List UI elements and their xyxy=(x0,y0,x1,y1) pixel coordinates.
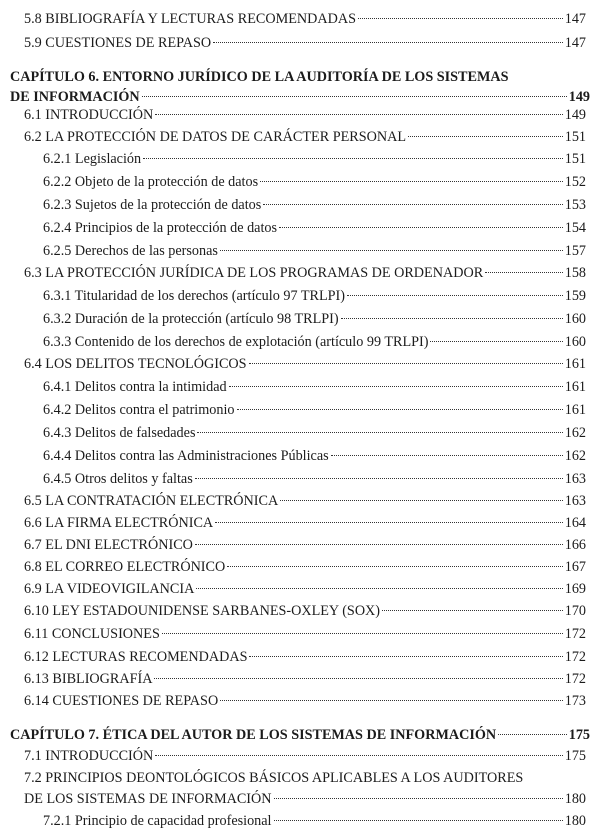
toc-page-number: 166 xyxy=(564,537,586,553)
toc-entry-title: 6.12 LECTURAS RECOMENDADAS xyxy=(24,649,248,665)
toc-entry-6-9[interactable] xyxy=(24,580,586,598)
toc-entry-cap6[interactable] xyxy=(10,88,590,106)
dot-leader xyxy=(249,363,563,364)
dot-leader xyxy=(154,678,562,679)
toc-entry-title: 6.11 CONCLUSIONES xyxy=(24,626,160,642)
toc-page-number: 167 xyxy=(564,559,586,575)
toc-entry-title: 6.3 LA PROTECCIÓN JURÍDICA DE LOS PROGRAMAS DE ORDENADOR xyxy=(24,265,484,281)
toc-page-number: 163 xyxy=(564,493,586,509)
toc-page-number: 175 xyxy=(564,748,586,764)
toc-page-number: 172 xyxy=(564,649,586,665)
toc-entry-title: 6.9 LA VIDEOVIGILANCIA xyxy=(24,581,195,597)
toc-entry-6-2-4[interactable] xyxy=(43,219,586,237)
toc-page-number: 159 xyxy=(564,288,586,304)
toc-entry-title: CAPÍTULO 7. ÉTICA DEL AUTOR DE LOS SISTEMAS DE INFORMACIÓN xyxy=(10,727,497,743)
toc-entry-title: 5.9 CUESTIONES DE REPASO xyxy=(24,35,212,51)
toc-page-number: 161 xyxy=(564,402,586,418)
toc-entry-5-9[interactable] xyxy=(24,34,586,52)
dot-leader xyxy=(155,114,562,115)
dot-leader xyxy=(382,610,563,611)
toc-entry-title: 6.4.3 Delitos de falsedades xyxy=(43,425,196,441)
toc-page-number: 160 xyxy=(564,334,586,350)
toc-entry-6-3[interactable] xyxy=(24,264,586,282)
toc-entry-title: 7.2.1 Principio de capacidad profesional xyxy=(43,813,272,829)
toc-entry-7-2-1[interactable] xyxy=(43,812,586,830)
toc-entry-title: 6.4 LOS DELITOS TECNOLÓGICOS xyxy=(24,356,247,372)
toc-page-number: 152 xyxy=(564,174,586,190)
toc-entry-title: 6.13 BIBLIOGRAFÍA xyxy=(24,671,153,687)
toc-page-number: 158 xyxy=(564,265,586,281)
toc-page-number: 169 xyxy=(564,581,586,597)
toc-page-number: 172 xyxy=(564,671,586,687)
dot-leader xyxy=(213,42,563,43)
toc-entry-6-2-1[interactable] xyxy=(43,150,586,168)
toc-entry-title: DE LOS SISTEMAS DE INFORMACIÓN xyxy=(24,791,272,807)
toc-entry-title: 6.4.5 Otros delitos y faltas xyxy=(43,471,193,487)
toc-entry-6-4-2[interactable] xyxy=(43,401,586,419)
dot-leader xyxy=(280,500,562,501)
toc-entry-cap6-title-line1: CAPÍTULO 6. ENTORNO JURÍDICO DE LA AUDITORÍA DE LOS SISTEMAS xyxy=(10,69,509,85)
toc-entry-7-2[interactable] xyxy=(24,790,586,808)
toc-entry-6-10[interactable] xyxy=(24,602,586,620)
dot-leader xyxy=(279,227,563,228)
dot-leader xyxy=(249,656,562,657)
toc-entry-cap7[interactable] xyxy=(10,726,590,744)
toc-page-number: 147 xyxy=(564,11,586,27)
dot-leader xyxy=(260,181,563,182)
toc-entry-title: 6.2.3 Sujetos de la protección de datos xyxy=(43,197,262,213)
toc-entry-6-2-2[interactable] xyxy=(43,173,586,191)
toc-entry-title: 6.2.5 Derechos de las personas xyxy=(43,243,218,259)
toc-entry-title: 6.2.4 Principios de la protección de datos xyxy=(43,220,278,236)
dot-leader xyxy=(274,820,563,821)
toc-page-number: 170 xyxy=(564,603,586,619)
toc-page-number: 162 xyxy=(564,448,586,464)
toc-entry-title: 6.5 LA CONTRATACIÓN ELECTRÓNICA xyxy=(24,493,279,509)
toc-page-number: 151 xyxy=(564,129,586,145)
toc-entry-title: 6.2.1 Legislación xyxy=(43,151,142,167)
toc-entry-title: 6.3.1 Titularidad de los derechos (artículo 97 TRLPI) xyxy=(43,288,345,304)
toc-entry-title: 7.1 INTRODUCCIÓN xyxy=(24,748,154,764)
toc-entry-6-2-3[interactable] xyxy=(43,196,586,214)
dot-leader xyxy=(229,386,563,387)
toc-entry-6-3-3[interactable] xyxy=(43,333,586,351)
toc-entry-title: 6.2.2 Objeto de la protección de datos xyxy=(43,174,259,190)
toc-page-number: 149 xyxy=(564,107,586,123)
toc-page-number: 161 xyxy=(564,356,586,372)
toc-entry-title: 6.14 CUESTIONES DE REPASO xyxy=(24,693,219,709)
toc-entry-6-4-1[interactable] xyxy=(43,378,586,396)
dot-leader xyxy=(341,318,563,319)
toc-entry-title: 6.7 EL DNI ELECTRÓNICO xyxy=(24,537,193,553)
toc-entry-6-8[interactable] xyxy=(24,558,586,576)
dot-leader xyxy=(331,455,563,456)
toc-page-number: 161 xyxy=(564,379,586,395)
toc-entry-title: 6.3.3 Contenido de los derechos de explotación (artículo 99 TRLPI) xyxy=(43,334,429,350)
dot-leader xyxy=(195,478,563,479)
toc-entry-title: 5.8 BIBLIOGRAFÍA Y LECTURAS RECOMENDADAS xyxy=(24,11,356,27)
toc-page-number: 162 xyxy=(564,425,586,441)
toc-entry-6-4-4[interactable] xyxy=(43,447,586,465)
toc-entry-6-12[interactable] xyxy=(24,648,586,666)
toc-entry-6-4-5[interactable] xyxy=(43,470,586,488)
toc-page-number: 149 xyxy=(568,89,590,105)
dot-leader xyxy=(195,544,563,545)
toc-entry-6-5[interactable] xyxy=(24,492,586,510)
dot-leader xyxy=(358,18,563,19)
dot-leader xyxy=(347,295,563,296)
toc-page-number: 160 xyxy=(564,311,586,327)
toc-entry-title: 6.10 LEY ESTADOUNIDENSE SARBANES-OXLEY (SOX) xyxy=(24,603,381,619)
dot-leader xyxy=(485,272,563,273)
toc-entry-6-11[interactable] xyxy=(24,625,586,643)
toc-page-number: 163 xyxy=(564,471,586,487)
toc-page-number: 157 xyxy=(564,243,586,259)
dot-leader xyxy=(197,432,562,433)
dot-leader xyxy=(220,250,563,251)
toc-entry-6-14[interactable] xyxy=(24,692,586,710)
dot-leader xyxy=(215,522,563,523)
toc-page-number: 173 xyxy=(564,693,586,709)
toc-entry-title: 6.4.2 Delitos contra el patrimonio xyxy=(43,402,235,418)
toc-page-number: 164 xyxy=(564,515,586,531)
toc-entry-7-1[interactable] xyxy=(24,747,586,765)
dot-leader xyxy=(430,341,562,342)
toc-page-number: 147 xyxy=(564,35,586,51)
dot-leader xyxy=(162,633,563,634)
toc-page-number: 180 xyxy=(564,791,586,807)
toc-entry-5-8[interactable] xyxy=(24,10,586,28)
toc-entry-title: 6.4.4 Delitos contra las Administraciones Públicas xyxy=(43,448,329,464)
dot-leader xyxy=(196,588,562,589)
toc-entry-title: DE INFORMACIÓN xyxy=(10,89,140,105)
toc-entry-6-13[interactable] xyxy=(24,670,586,688)
toc-entry-6-3-2[interactable] xyxy=(43,310,586,328)
dot-leader xyxy=(263,204,562,205)
toc-entry-title: 6.6 LA FIRMA ELECTRÓNICA xyxy=(24,515,214,531)
toc-page-number: 154 xyxy=(564,220,586,236)
toc-entry-6-4-3[interactable] xyxy=(43,424,586,442)
dot-leader xyxy=(227,566,562,567)
toc-entry-6-3-1[interactable] xyxy=(43,287,586,305)
toc-page-number: 172 xyxy=(564,626,586,642)
toc-entry-7-2-title-line1: 7.2 PRINCIPIOS DEONTOLÓGICOS BÁSICOS APLICABLES A LOS AUDITORES xyxy=(24,770,524,786)
toc-entry-title: 6.2 LA PROTECCIÓN DE DATOS DE CARÁCTER PERSONAL xyxy=(24,129,407,145)
toc-entry-title: 6.1 INTRODUCCIÓN xyxy=(24,107,154,123)
toc-entry-title: 6.3.2 Duración de la protección (artículo 98 TRLPI) xyxy=(43,311,339,327)
toc-page-number: 151 xyxy=(564,151,586,167)
dot-leader xyxy=(408,136,563,137)
toc-entry-6-6[interactable] xyxy=(24,514,586,532)
dot-leader xyxy=(498,734,567,735)
dot-leader xyxy=(143,158,563,159)
toc-entry-title: 6.8 EL CORREO ELECTRÓNICO xyxy=(24,559,226,575)
toc-entry-title: 6.4.1 Delitos contra la intimidad xyxy=(43,379,227,395)
toc-entry-6-7[interactable] xyxy=(24,536,586,554)
toc-page-number: 153 xyxy=(564,197,586,213)
toc-entry-6-1[interactable] xyxy=(24,106,586,124)
dot-leader xyxy=(142,96,567,97)
toc-entry-6-2[interactable] xyxy=(24,128,586,146)
dot-leader xyxy=(220,700,563,701)
toc-entry-6-4[interactable] xyxy=(24,355,586,373)
dot-leader xyxy=(155,755,562,756)
toc-page-number: 175 xyxy=(568,727,590,743)
dot-leader xyxy=(274,798,563,799)
dot-leader xyxy=(237,409,563,410)
toc-entry-6-2-5[interactable] xyxy=(43,242,586,260)
toc-page-number: 180 xyxy=(564,813,586,829)
